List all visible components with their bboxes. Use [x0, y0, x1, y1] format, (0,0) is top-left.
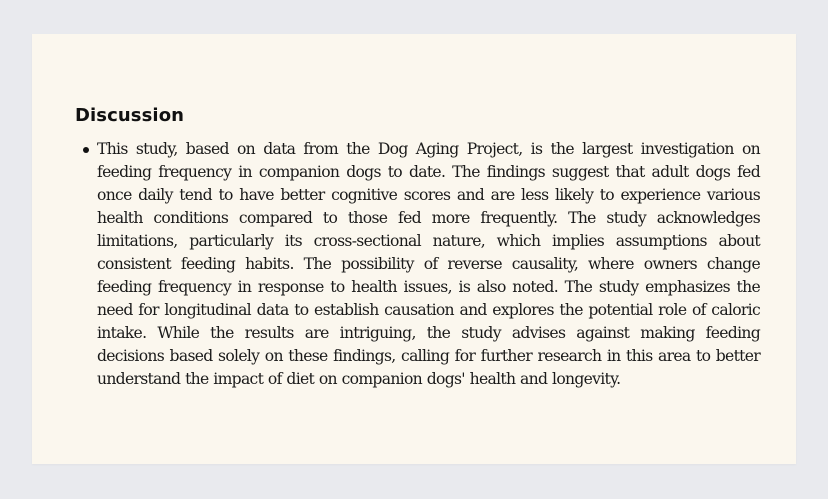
bullet-list: [79, 138, 760, 391]
bullet-text: This study, based on data from the Dog Aging Project, is the largest investigation on feeding frequency in companion dogs to date. The findings suggest that adult dogs fed once daily tend to have better cognitive scores and are less likely to experience various health conditions compared to those fed more frequently. The study acknowledges limitations, particularly its cross-sectional nature, which implies assumptions about consistent feeding habits. The possibility of reverse causality, where owners change feeding frequency in response to health issues, is also noted. The study emphasizes the need for longitudinal data to establish causation and explores the potential role of caloric intake. While the results are intriguing, the study advises against making feeding decisions based solely on these findings, calling for further research in this area to better understand the impact of diet on companion dogs' health and longevity.: [97, 140, 760, 388]
bullet-dot-icon: [83, 147, 89, 153]
content-card: [32, 34, 796, 464]
section-heading: Discussion: [75, 105, 185, 126]
list-item: [79, 138, 760, 391]
